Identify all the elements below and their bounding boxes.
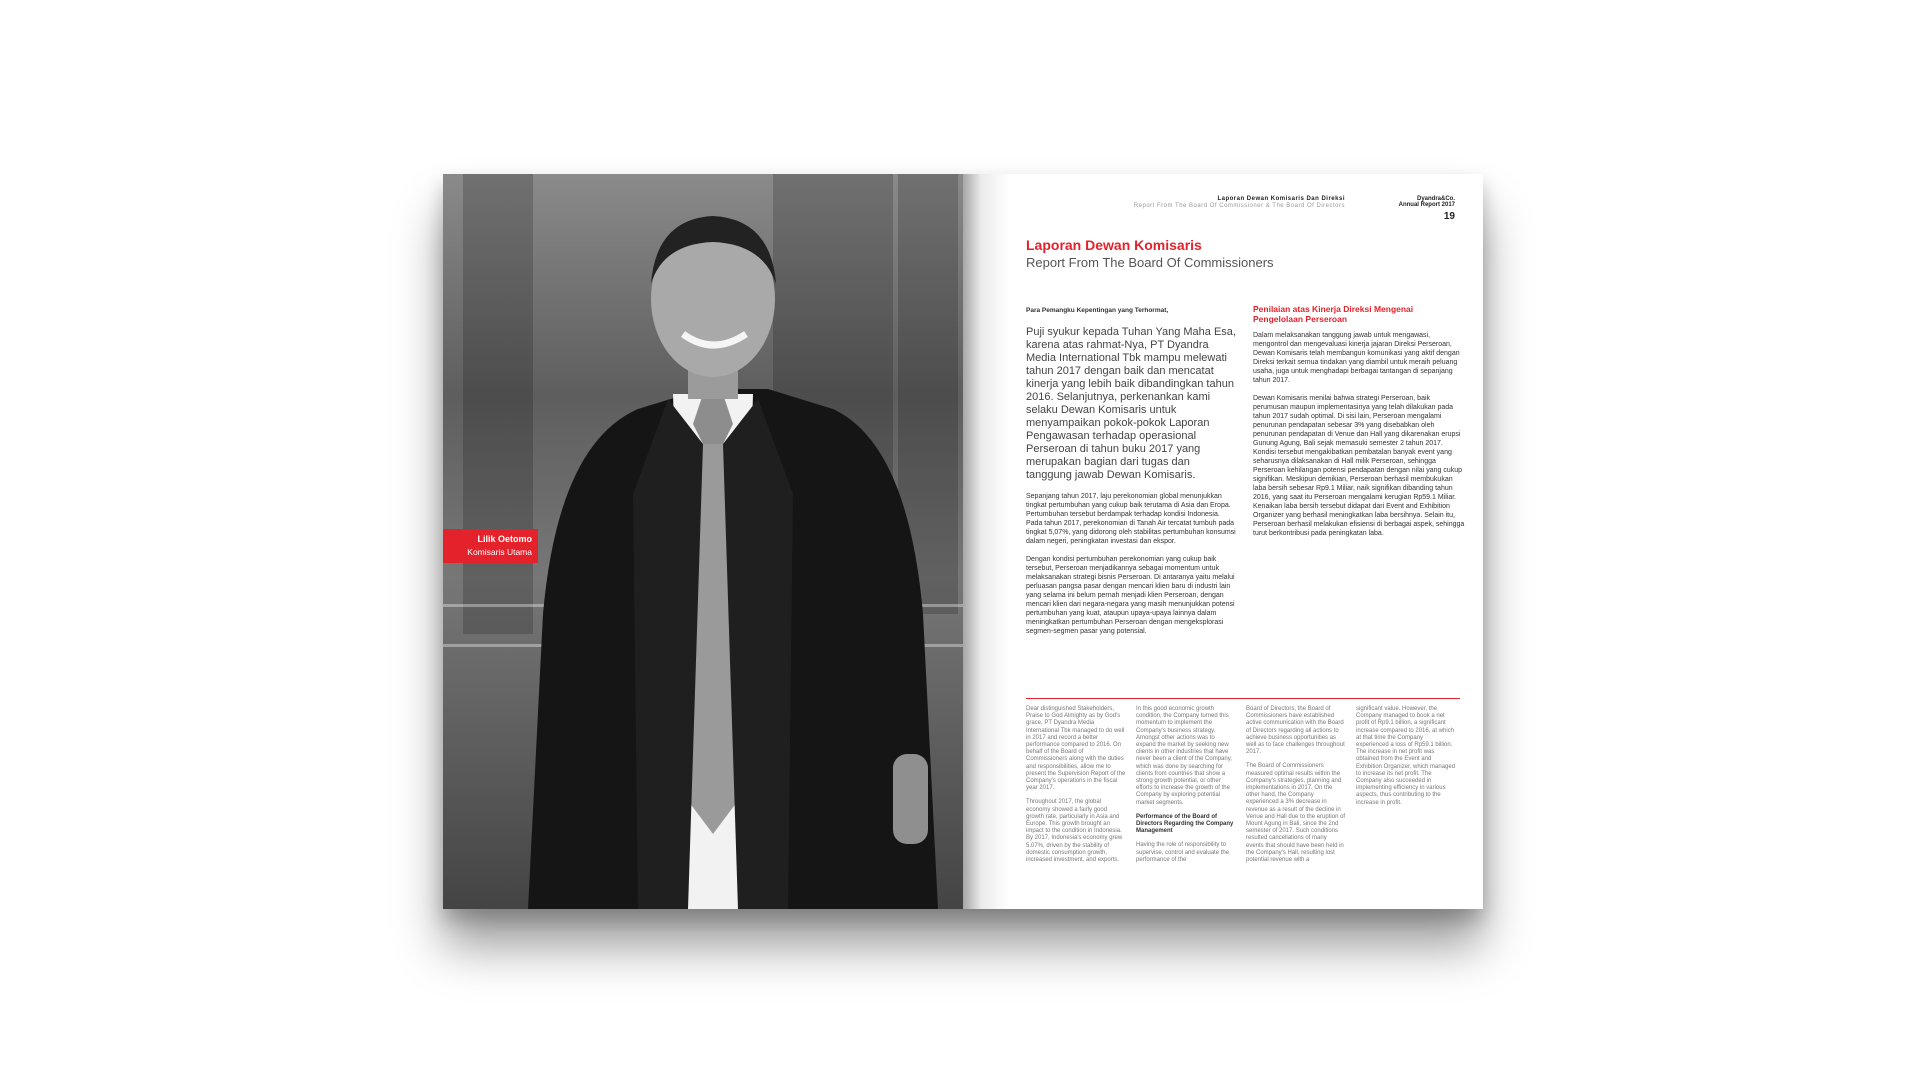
salutation: Para Pemangku Kepentingan yang Terhormat, xyxy=(1026,307,1169,314)
divider-line xyxy=(1026,698,1460,699)
header-title-id: Laporan Dewan Komisaris Dan Direksi xyxy=(1217,196,1345,202)
name-caption xyxy=(443,529,538,563)
paragraph: Dengan kondisi pertumbuhan perekonomian yang cukup baik tersebut, Perseroan menjadikannya sebagai momentum untuk melaksanakan strategi bisnis Perseroan. Di antaranya yaitu melalui perluasan pangsa pasar dengan mencari klien baru di industri lain yang selama ini belum pernah menjadi klien Perseroan, dengan mencari klien dari negara-negara yang masih menunjukkan potensi pertumbuhan yang kuat, ataupun upaya-upaya lainnya dalam meningkatkan pertumbuhan Perseroan dengan mengeksplorasi segmen-segmen pasar yang potensial. xyxy=(1026,556,1235,635)
running-header xyxy=(1134,196,1345,209)
english-column-1 xyxy=(1026,706,1126,871)
commissioner-role: Komisaris Utama xyxy=(467,547,532,557)
page-number: 19 xyxy=(1443,211,1455,222)
brand-name: Dyandra&Co. xyxy=(1416,196,1455,202)
section-heading: Penilaian atas Kinerja Direksi Mengenai Pengelolaan Perseroan xyxy=(1253,304,1414,324)
english-paragraph: Board of Directors, the Board of Commissioners have established active communication with the Board of Directors regarding all actions to achieve business opportunities as well as to face challenges throughout 2017. xyxy=(1246,706,1345,756)
english-paragraph: The Board of Commissioners measured optimal results within the Company's strategies, planning and implementations in 2017. On the other hand, the Company experienced a 3% decrease in revenue as a result of the decline in Venue and Hall due to the eruption of Mount Agung in Bali, since the 2nd semester of 2017. Such conditions resulted cancellations of many events that should have been held in the Company's Hall, resulting lost potential revenue with a xyxy=(1246,763,1346,864)
column-left xyxy=(1026,306,1238,645)
paragraph: Dewan Komisaris menilai bahwa strategi Perseroan, baik perumusan maupun implementasinya yang telah dilakukan pada tahun 2017 sudah optimal. Di sisi lain, Perseroan mengalami penurunan pendapatan sebesar 3% yang disebabkan oleh penurunan pendapatan di Venue dan Hall yang dikarenakan erupsi Gunung Agung, Bali sejak memasuki semester 2 tahun 2017. Kondisi tersebut mengakibatkan pembatalan banyak event yang seharusnya dilaksanakan di Hall milik Perseroan, sehingga Perseroan kehilangan potensi pendapatan dengan nilai yang cukup signifikan. Meskipun demikian, Perseroan berhasil membukukan laba bersih sebesar Rp9.1 Miliar, naik signifikan dibanding tahun 2016, yang saat itu Perseroan mengalami kerugian Rp59.1 Miliar. Kenaikan laba bersih tersebut didapat dari Event and Exhibition Organizer yang berhasil meningkatkan laba bersihnya. Selain itu, Perseroan berhasil melakukan efisiensi di berbagai aspek, sehingga turut berkontribusi pada peningkatan laba. xyxy=(1253,395,1465,537)
english-heading: Performance of the Board of Directors Regarding the Company Management xyxy=(1136,813,1234,835)
column-right xyxy=(1253,304,1465,547)
paragraph: Dalam melaksanakan tanggung jawab untuk mengawasi, mengontrol dan mengevaluasi kinerja jajaran Direksi Perseroan, Dewan Komisaris telah membangun komunikasi yang aktif dengan Direksi terkait semua tindakan yang diambil untuk meraih peluang usaha, juga untuk menghadapi berbagai tantangan di sepanjang tahun 2017. xyxy=(1253,332,1460,384)
header-title-en: Report From The Board Of Commissioner & The Board Of Directors xyxy=(1133,203,1345,209)
page-title: Laporan Dewan Komisaris xyxy=(1026,237,1202,253)
english-column-4 xyxy=(1356,706,1456,814)
english-paragraph: Throughout 2017, the global economy showed a fairly good growth rate, particularly in Asia and Europe. This growth brought an impact to the condition in Indonesia. By 2017, Indonesia's economy grew 5.07%, driven by the stability of domestic consumption growth, increased investment, and exports. xyxy=(1026,799,1123,864)
brand-header xyxy=(1399,196,1455,222)
text-page xyxy=(963,174,1483,909)
english-column-2 xyxy=(1136,706,1236,871)
page-subtitle: Report From The Board Of Commissioners xyxy=(1026,255,1274,270)
report-name: Annual Report 2017 xyxy=(1398,202,1455,208)
annual-report-spread xyxy=(443,174,1483,909)
lead-paragraph: Puji syukur kepada Tuhan Yang Maha Esa, karena atas rahmat-Nya, PT Dyandra Media International Tbk mampu melewati tahun 2017 dengan baik dan mencatat kinerja yang lebih baik dibandingkan tahun 2016. Selanjutnya, perkenankan kami selaku Dewan Komisaris untuk menyampaikan pokok-pokok Laporan Pengawasan terhadap operasional Perseroan di tahun buku 2017 yang merupakan bagian dari tugas dan tanggung jawab Dewan Komisaris. xyxy=(1026,326,1236,481)
commissioner-name: Lilik Oetomo xyxy=(477,534,532,544)
english-column-3 xyxy=(1246,706,1346,871)
english-paragraph: In this good economic growth condition, the Company turned this momentum to implement the Company's business strategy. Amongst other actions was to expand the market by seeking new clients in other industries that have never been a client of the Company, which was done by searching for clients from countries that show a strong growth potential, or other efforts to increase the growth of the Company by exploring potential market segments. xyxy=(1136,706,1232,806)
paragraph: Sepanjang tahun 2017, laju perekonomian global menunjukkan tingkat pertumbuhan yang cukup baik terutama di Asia dan Eropa. Pertumbuhan tersebut berdampak terhadap kondisi Indonesia. Pada tahun 2017, perekonomian di Tanah Air tercatat tumbuh pada tingkat 5,07%, yang didorong oleh stabilitas pertumbuhan konsumsi dalam negeri, peningkatan investasi dan ekspor. xyxy=(1026,493,1236,545)
english-paragraph: significant value. However, the Company managed to book a net profit of Rp9.1 billion, a significant increase compared to 2016, at which at that time the Company experienced a loss of Rp59.1 billion. The increase in net profit was obtained from the Event and Exhibition Organizer, which managed to increase its net profit. The Company also succeeded in implementing efficiency in various aspects, thus contributing to the increase in profit. xyxy=(1356,706,1456,806)
commissioner-portrait xyxy=(488,194,938,909)
english-paragraph: Dear distinguished Stakeholders, Praise to God Almighty as by God's grace, PT Dyandra Media International Tbk managed to do well in 2017 and record a better performance compared to 2016. On behalf of the Board of Commissioners along with the duties and responsibilities, allow me to present the Supervision Report of the Company's operations in the fiscal year 2017. xyxy=(1026,706,1126,792)
portrait-page xyxy=(443,174,963,909)
english-paragraph: Having the role of responsibility to supervise, control and evaluate the performance of the xyxy=(1136,842,1230,863)
